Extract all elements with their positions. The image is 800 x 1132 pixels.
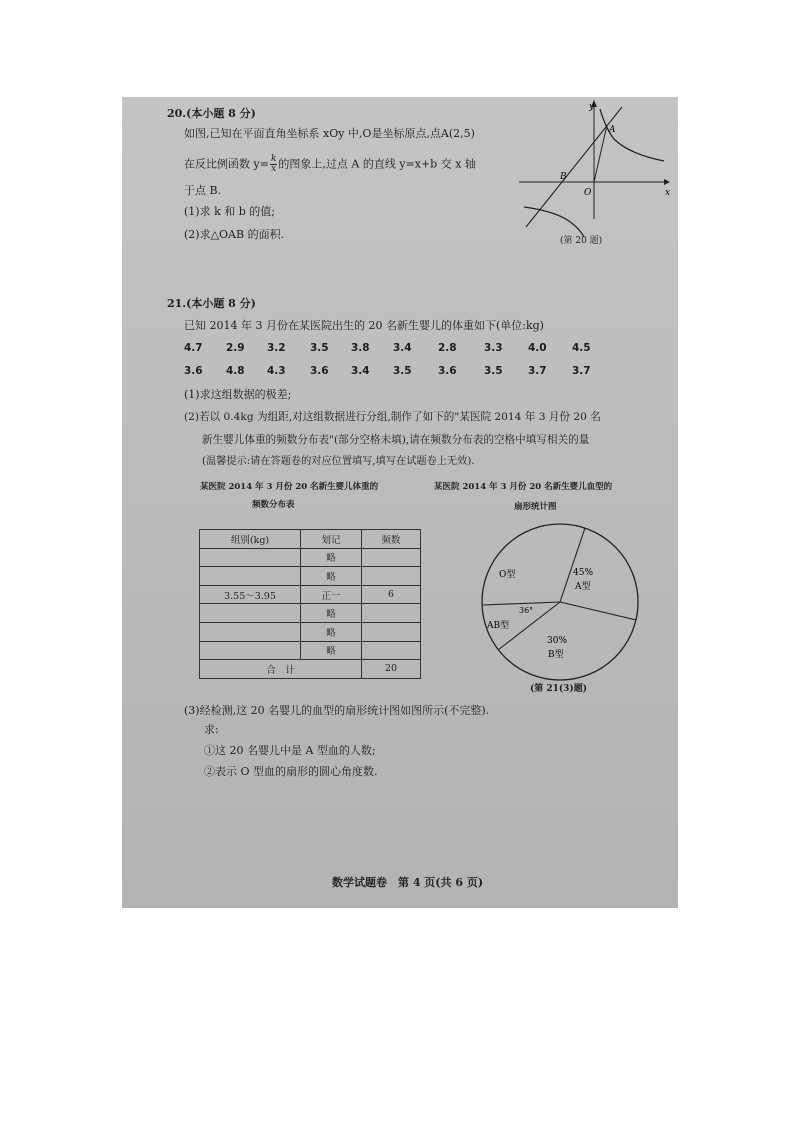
table-cell (200, 548, 301, 567)
q21-header: 21.(本小题 8 分) (167, 297, 256, 310)
table-row (200, 622, 421, 641)
q21-part2-line1: (2)若以 0.4kg 为组距,对这组数据进行分组,制作了如下的"某医院 2014 年 3 月份 20 名 (184, 411, 601, 423)
table-cell: 略 (301, 622, 362, 641)
x-axis-arrow (664, 179, 670, 185)
q20-frac-num: k (270, 154, 277, 164)
data-value: 3.6 (438, 365, 457, 377)
table-cell: 略 (301, 641, 362, 660)
data-value: 3.8 (351, 342, 370, 354)
q21-part3-line1: (3)经检测,这 20 名婴儿的血型的扇形统计图如图所示(不完整). (184, 704, 490, 717)
table-header-row (200, 530, 421, 549)
q20-line2 (184, 155, 476, 174)
q21-intro: 已知 2014 年 3 月份在某医院出生的 20 名新生婴儿的体重如下(单位:kg) (184, 319, 544, 332)
table-total-label: 合 计 (200, 660, 362, 679)
pie-label-A-pct: 45% (573, 568, 594, 578)
data-value: 4.5 (572, 342, 591, 354)
hyperbola-branch-2 (524, 207, 584, 237)
data-value: 3.4 (351, 365, 370, 377)
table-row (200, 641, 421, 660)
data-value: 2.9 (226, 342, 245, 354)
pie-title-line1: 某医院 2014 年 3 月份 20 名新生婴儿血型的 (434, 482, 613, 492)
q20-line3: 于点 B. (184, 184, 222, 197)
frequency-table (199, 529, 421, 679)
table-cell (200, 622, 301, 641)
pie-title-line2: 扇形统计图 (514, 502, 557, 512)
blood-type-pie-chart (477, 517, 647, 687)
table-cell (362, 622, 421, 641)
data-value: 3.4 (393, 342, 412, 354)
data-value: 4.0 (528, 342, 547, 354)
label-O: O (584, 188, 592, 198)
q21-part3-a: ①这 20 名婴儿中是 A 型血的人数; (204, 744, 376, 757)
hyperbola-branch-1 (600, 109, 664, 161)
pie-label-A: A型 (575, 582, 591, 592)
table-cell: 正一 (301, 585, 362, 604)
label-y: y (589, 102, 595, 112)
exam-sheet (122, 97, 678, 908)
q20-part2: (2)求△OAB 的面积. (184, 228, 285, 241)
table-cell (362, 567, 421, 586)
pie-label-O: O型 (499, 570, 516, 580)
q20-figure-caption: (第 20 题) (560, 236, 603, 246)
q20-part1: (1)求 k 和 b 的值; (184, 205, 275, 218)
table-cell (362, 548, 421, 567)
table-title-line2: 频数分布表 (252, 500, 295, 510)
table-cell (200, 567, 301, 586)
data-value: 4.7 (184, 342, 203, 354)
data-value: 2.8 (438, 342, 457, 354)
table-cell: 略 (301, 548, 362, 567)
data-value: 3.5 (310, 342, 329, 354)
page-footer: 数学试题卷 第 4 页(共 6 页) (332, 876, 484, 889)
table-header-cell: 频数 (362, 530, 421, 549)
q21-part2-line2: 新生婴儿体重的频数分布表"(部分空格未填),请在频数分布表的空格中填写相关的量 (202, 434, 590, 446)
q20-line2-pre: 在反比例函数 y= (184, 157, 269, 171)
label-A: A (609, 125, 616, 135)
table-total-value: 20 (362, 660, 421, 679)
q20-header: 20.(本小题 8 分) (167, 107, 256, 120)
q20-fraction (270, 155, 277, 174)
table-cell (362, 604, 421, 623)
label-B: B (560, 172, 567, 182)
table-cell: 略 (301, 604, 362, 623)
table-row (200, 548, 421, 567)
data-value: 3.5 (484, 365, 503, 377)
q20-coordinate-figure (514, 99, 674, 239)
data-value: 3.6 (184, 365, 203, 377)
table-cell: 略 (301, 567, 362, 586)
table-total-row (200, 660, 421, 679)
table-cell: 6 (362, 585, 421, 604)
q21-part1: (1)求这组数据的极差; (184, 388, 292, 401)
data-value: 3.5 (393, 365, 412, 377)
pie-divider-ABO (483, 602, 560, 605)
data-value: 3.7 (528, 365, 547, 377)
table-header-cell: 组别(kg) (200, 530, 301, 549)
q21-part2-line3: (温馨提示:请在答题卷的对应位置填写,填写在试题卷上无效). (202, 456, 475, 467)
table-header-cell: 划记 (301, 530, 362, 549)
data-value: 3.7 (572, 365, 591, 377)
data-value: 4.8 (226, 365, 245, 377)
data-value: 3.2 (267, 342, 286, 354)
data-value: 3.6 (310, 365, 329, 377)
data-value: 3.3 (484, 342, 503, 354)
q21-part3-b: ②表示 O 型血的扇形的圆心角度数. (204, 765, 378, 778)
table-cell (362, 641, 421, 660)
line-y-x-b (526, 107, 622, 227)
table-title-line1: 某医院 2014 年 3 月份 20 名新生婴儿体重的 (200, 482, 379, 492)
pie-divider-AB (560, 602, 636, 620)
pie-label-B-pct: 30% (547, 636, 568, 646)
pie-label-B: B型 (548, 650, 564, 660)
table-cell (200, 641, 301, 660)
pie-label-AB: AB型 (487, 621, 510, 631)
table-cell: 3.55～3.95 (200, 585, 301, 604)
data-value: 4.3 (267, 365, 286, 377)
label-x: x (665, 188, 671, 198)
pie-label-36deg: 36° (519, 606, 534, 615)
table-cell (200, 604, 301, 623)
table-row (200, 585, 421, 604)
q20-line1: 如图,已知在平面直角坐标系 xOy 中,O是坐标原点,点A(2,5) (184, 127, 475, 140)
table-row (200, 604, 421, 623)
q20-frac-den: x (271, 164, 277, 174)
q21-part3-line2: 求: (204, 723, 219, 736)
table-row (200, 567, 421, 586)
q21-figure-caption: (第 21(3)题) (530, 684, 587, 694)
q20-line2-post: 的图象上,过点 A 的直线 y=x+b 交 x 轴 (278, 157, 476, 171)
